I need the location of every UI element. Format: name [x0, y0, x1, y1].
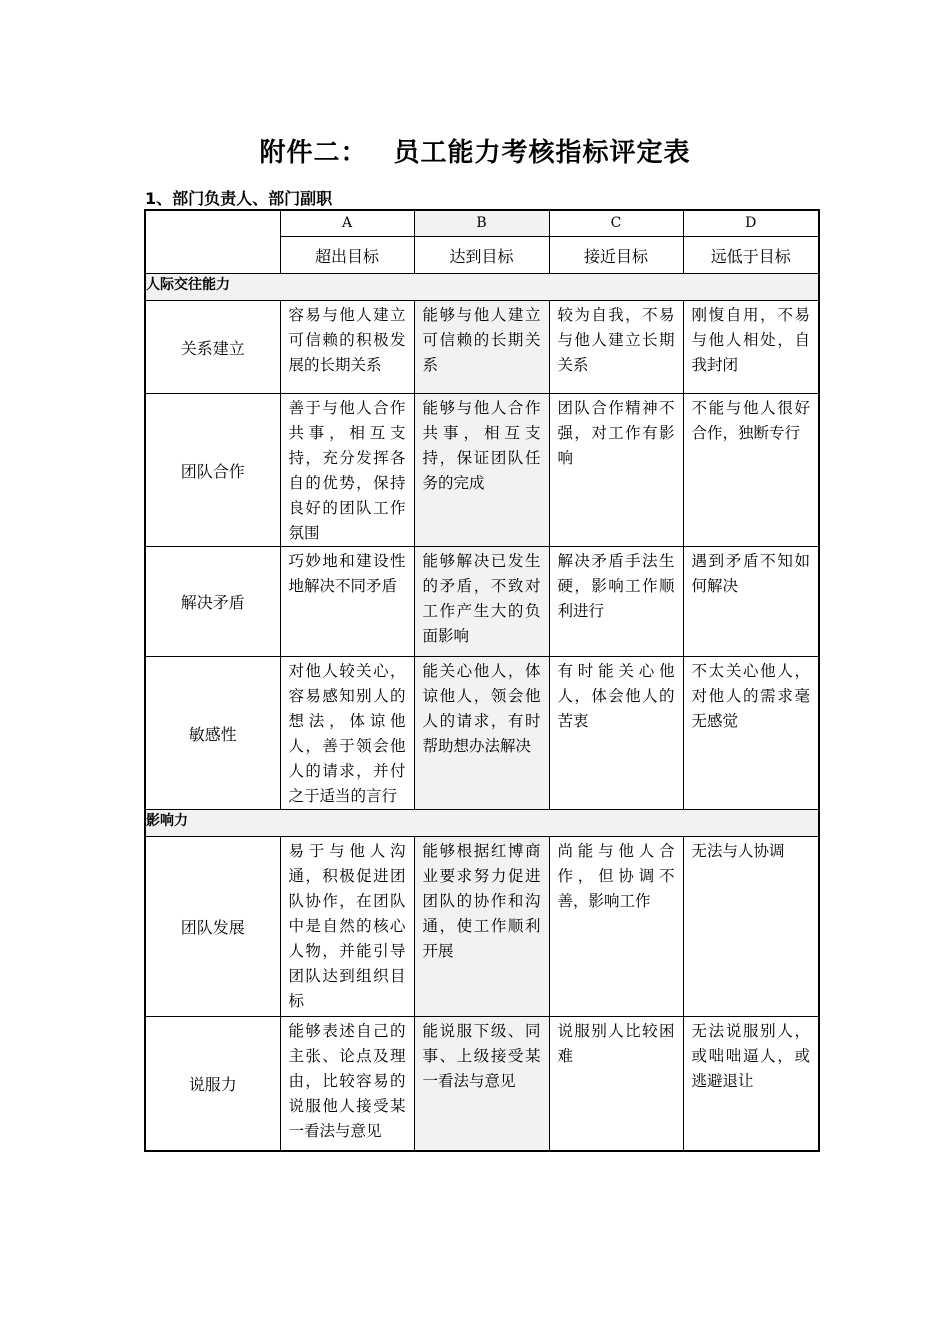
col-letter-c: C — [549, 210, 683, 237]
col-letter-d: D — [683, 210, 819, 237]
cell-b: 能够与他人建立可信赖的长期关系 — [414, 301, 549, 394]
row-label: 说服力 — [145, 1017, 280, 1151]
header-corner-cell — [145, 210, 280, 274]
cell-b: 能够解决已发生的矛盾，不致对工作产生大的负面影响 — [414, 547, 549, 657]
cell-a: 容易与他人建立可信赖的积极发展的长期关系 — [280, 301, 414, 394]
row-label: 关系建立 — [145, 301, 280, 394]
cell-a: 善于与他人合作共事，相互支持，充分发挥各自的优势，保持良好的团队工作氛围 — [280, 394, 414, 547]
col-letter-b: B — [414, 210, 549, 237]
row-label: 解决矛盾 — [145, 547, 280, 657]
cell-d: 不能与他人很好合作，独断专行 — [683, 394, 819, 547]
page-title — [0, 132, 950, 169]
cell-d: 无法说服别人，或咄咄逼人，或逃避退让 — [683, 1017, 819, 1151]
cell-c: 较为自我，不易与他人建立长期关系 — [549, 301, 683, 394]
table-row — [145, 837, 819, 1017]
table-row — [145, 1017, 819, 1151]
col-label-a: 超出目标 — [280, 237, 414, 274]
cell-c: 有时能关心他人，体会他人的苦衷 — [549, 657, 683, 810]
title-prefix: 附件二： — [259, 138, 368, 168]
section-header-row — [145, 274, 819, 301]
cell-d: 不太关心他人，对他人的需求毫无感觉 — [683, 657, 819, 810]
col-label-c: 接近目标 — [549, 237, 683, 274]
col-label-d: 远低于目标 — [683, 237, 819, 274]
cell-c: 团队合作精神不强，对工作有影响 — [549, 394, 683, 547]
row-label: 团队合作 — [145, 394, 280, 547]
cell-c: 说服别人比较困难 — [549, 1017, 683, 1151]
table-row — [145, 657, 819, 810]
section-subtitle: 1、部门负责人、部门副职 — [145, 189, 333, 208]
cell-b: 能说服下级、同事、上级接受某一看法与意见 — [414, 1017, 549, 1151]
cell-c: 解决矛盾手法生硬，影响工作顺利进行 — [549, 547, 683, 657]
table-row — [145, 394, 819, 547]
cell-b: 能够与他人合作共事，相互支持，保证团队任务的完成 — [414, 394, 549, 547]
cell-a: 易于与他人沟通，积极促进团队协作，在团队中是自然的核心人物，并能引导团队达到组织目标 — [280, 837, 414, 1017]
title-main: 员工能力考核指标评定表 — [393, 138, 691, 168]
cell-c: 尚能与他人合作，但协调不善，影响工作 — [549, 837, 683, 1017]
header-letter-row — [145, 210, 819, 237]
assessment-table — [144, 209, 820, 1152]
cell-a: 巧妙地和建设性地解决不同矛盾 — [280, 547, 414, 657]
cell-d: 刚愎自用，不易与他人相处，自我封闭 — [683, 301, 819, 394]
cell-a: 能够表述自己的主张、论点及理由，比较容易的说服他人接受某一看法与意见 — [280, 1017, 414, 1151]
col-letter-a: A — [280, 210, 414, 237]
col-label-b: 达到目标 — [414, 237, 549, 274]
cell-b: 能够根据红博商业要求努力促进团队的协作和沟通，使工作顺利开展 — [414, 837, 549, 1017]
section-title: 影响力 — [145, 810, 819, 837]
table-row — [145, 547, 819, 657]
cell-d: 无法与人协调 — [683, 837, 819, 1017]
cell-a: 对他人较关心，容易感知别人的想法，体谅他人，善于领会他人的请求，并付之于适当的言行 — [280, 657, 414, 810]
section-header-row — [145, 810, 819, 837]
table-row — [145, 301, 819, 394]
cell-b: 能关心他人，体谅他人，领会他人的请求，有时帮助想办法解决 — [414, 657, 549, 810]
row-label: 团队发展 — [145, 837, 280, 1017]
section-title: 人际交往能力 — [145, 274, 819, 301]
cell-d: 遇到矛盾不知如何解决 — [683, 547, 819, 657]
row-label: 敏感性 — [145, 657, 280, 810]
